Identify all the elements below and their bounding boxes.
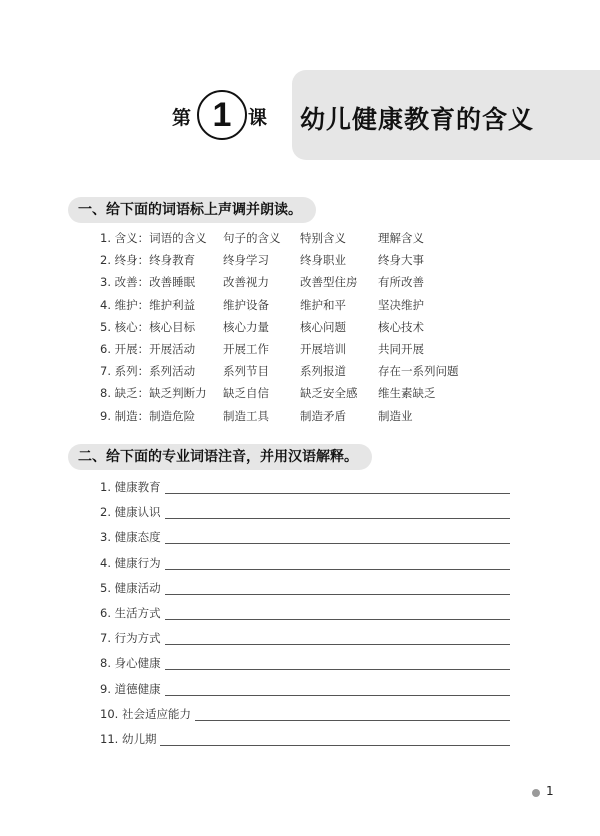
term-label: 9. 道德健康 — [100, 681, 161, 696]
term-label: 6. 生活方式 — [100, 605, 161, 620]
term-label: 1. 健康教育 — [100, 480, 161, 494]
vocab-phrase: 理解含义 — [378, 231, 424, 245]
lesson-prefix: 第 — [172, 107, 192, 129]
vocab-keyword: 4. 维护：维护利益 — [100, 297, 196, 312]
term-label: 3. 健康态度 — [100, 530, 161, 545]
answer-line[interactable] — [165, 594, 510, 595]
term-label: 5. 健康活动 — [100, 580, 161, 595]
vocab-phrase: 缺乏自信 — [223, 386, 269, 401]
vocab-keyword: 6. 开展：开展活动 — [100, 341, 196, 356]
vocab-phrase: 制造业 — [378, 408, 413, 423]
vocab-phrase: 系列节目 — [223, 364, 269, 379]
vocab-keyword: 7. 系列：系列活动 — [100, 364, 196, 379]
vocab-phrase: 有所改善 — [378, 275, 424, 290]
vocab-phrase: 缺乏安全感 — [300, 386, 358, 401]
vocab-phrase: 终身学习 — [223, 253, 269, 268]
lesson-title: 幼儿健康教育的含义 — [300, 105, 535, 134]
vocab-phrase: 坚决维护 — [378, 297, 424, 312]
vocab-phrase: 维护和平 — [300, 297, 346, 312]
term-label: 8. 身心健康 — [100, 656, 161, 671]
answer-line[interactable] — [165, 569, 510, 570]
vocab-phrase: 终身职业 — [300, 253, 346, 268]
vocab-phrase: 终身大事 — [378, 253, 424, 268]
vocab-phrase: 改善视力 — [223, 275, 269, 290]
term-label: 4. 健康行为 — [100, 555, 161, 570]
lesson-number-badge: 1 — [197, 90, 247, 140]
section2-title: 二、给下面的专业词语注音，并用汉语解释。 — [68, 444, 372, 470]
vocab-keyword: 9. 制造：制造危险 — [100, 408, 196, 423]
answer-line[interactable] — [165, 493, 510, 494]
answer-line[interactable] — [165, 644, 510, 645]
term-label: 7. 行为方式 — [100, 631, 161, 646]
vocab-phrase: 核心技术 — [378, 319, 424, 334]
page-dot-icon — [532, 789, 540, 797]
lesson-suffix: 课 — [248, 107, 268, 129]
vocab-keyword: 8. 缺乏：缺乏判断力 — [100, 386, 207, 401]
term-label: 10. 社会适应能力 — [100, 706, 191, 721]
answer-line[interactable] — [160, 745, 510, 746]
vocab-phrase: 共同开展 — [378, 341, 424, 356]
vocab-phrase: 制造工具 — [223, 408, 269, 423]
vocab-phrase: 开展工作 — [223, 341, 269, 356]
vocab-phrase: 开展培训 — [300, 341, 346, 356]
answer-line[interactable] — [165, 518, 510, 519]
vocab-keyword: 2. 终身：终身教育 — [100, 253, 196, 268]
answer-line[interactable] — [165, 669, 510, 670]
vocab-keyword: 5. 核心：核心目标 — [100, 319, 196, 334]
vocab-phrase: 核心力量 — [223, 319, 269, 334]
vocab-phrase: 改善型住房 — [300, 275, 358, 290]
answer-line[interactable] — [165, 543, 510, 544]
vocab-phrase: 维护设备 — [223, 297, 269, 312]
vocab-phrase: 维生素缺乏 — [378, 386, 436, 401]
vocab-phrase: 制造矛盾 — [300, 408, 346, 423]
answer-line[interactable] — [165, 619, 510, 620]
vocab-phrase: 存在一系列问题 — [378, 364, 459, 379]
vocab-phrase: 系列报道 — [300, 364, 346, 379]
page-number: 1 — [546, 784, 554, 798]
vocab-keyword: 1. 含义：词语的含义 — [100, 231, 207, 245]
section1-title: 一、给下面的词语标上声调并朗读。 — [68, 197, 316, 223]
vocab-phrase: 特别含义 — [300, 231, 346, 245]
term-label: 2. 健康认识 — [100, 505, 161, 520]
term-label: 11. 幼儿期 — [100, 731, 157, 746]
answer-line[interactable] — [195, 720, 510, 721]
answer-line[interactable] — [165, 695, 510, 696]
vocab-keyword: 3. 改善：改善睡眠 — [100, 275, 196, 290]
vocab-phrase: 核心问题 — [300, 319, 346, 334]
vocab-phrase: 句子的含义 — [223, 231, 281, 245]
